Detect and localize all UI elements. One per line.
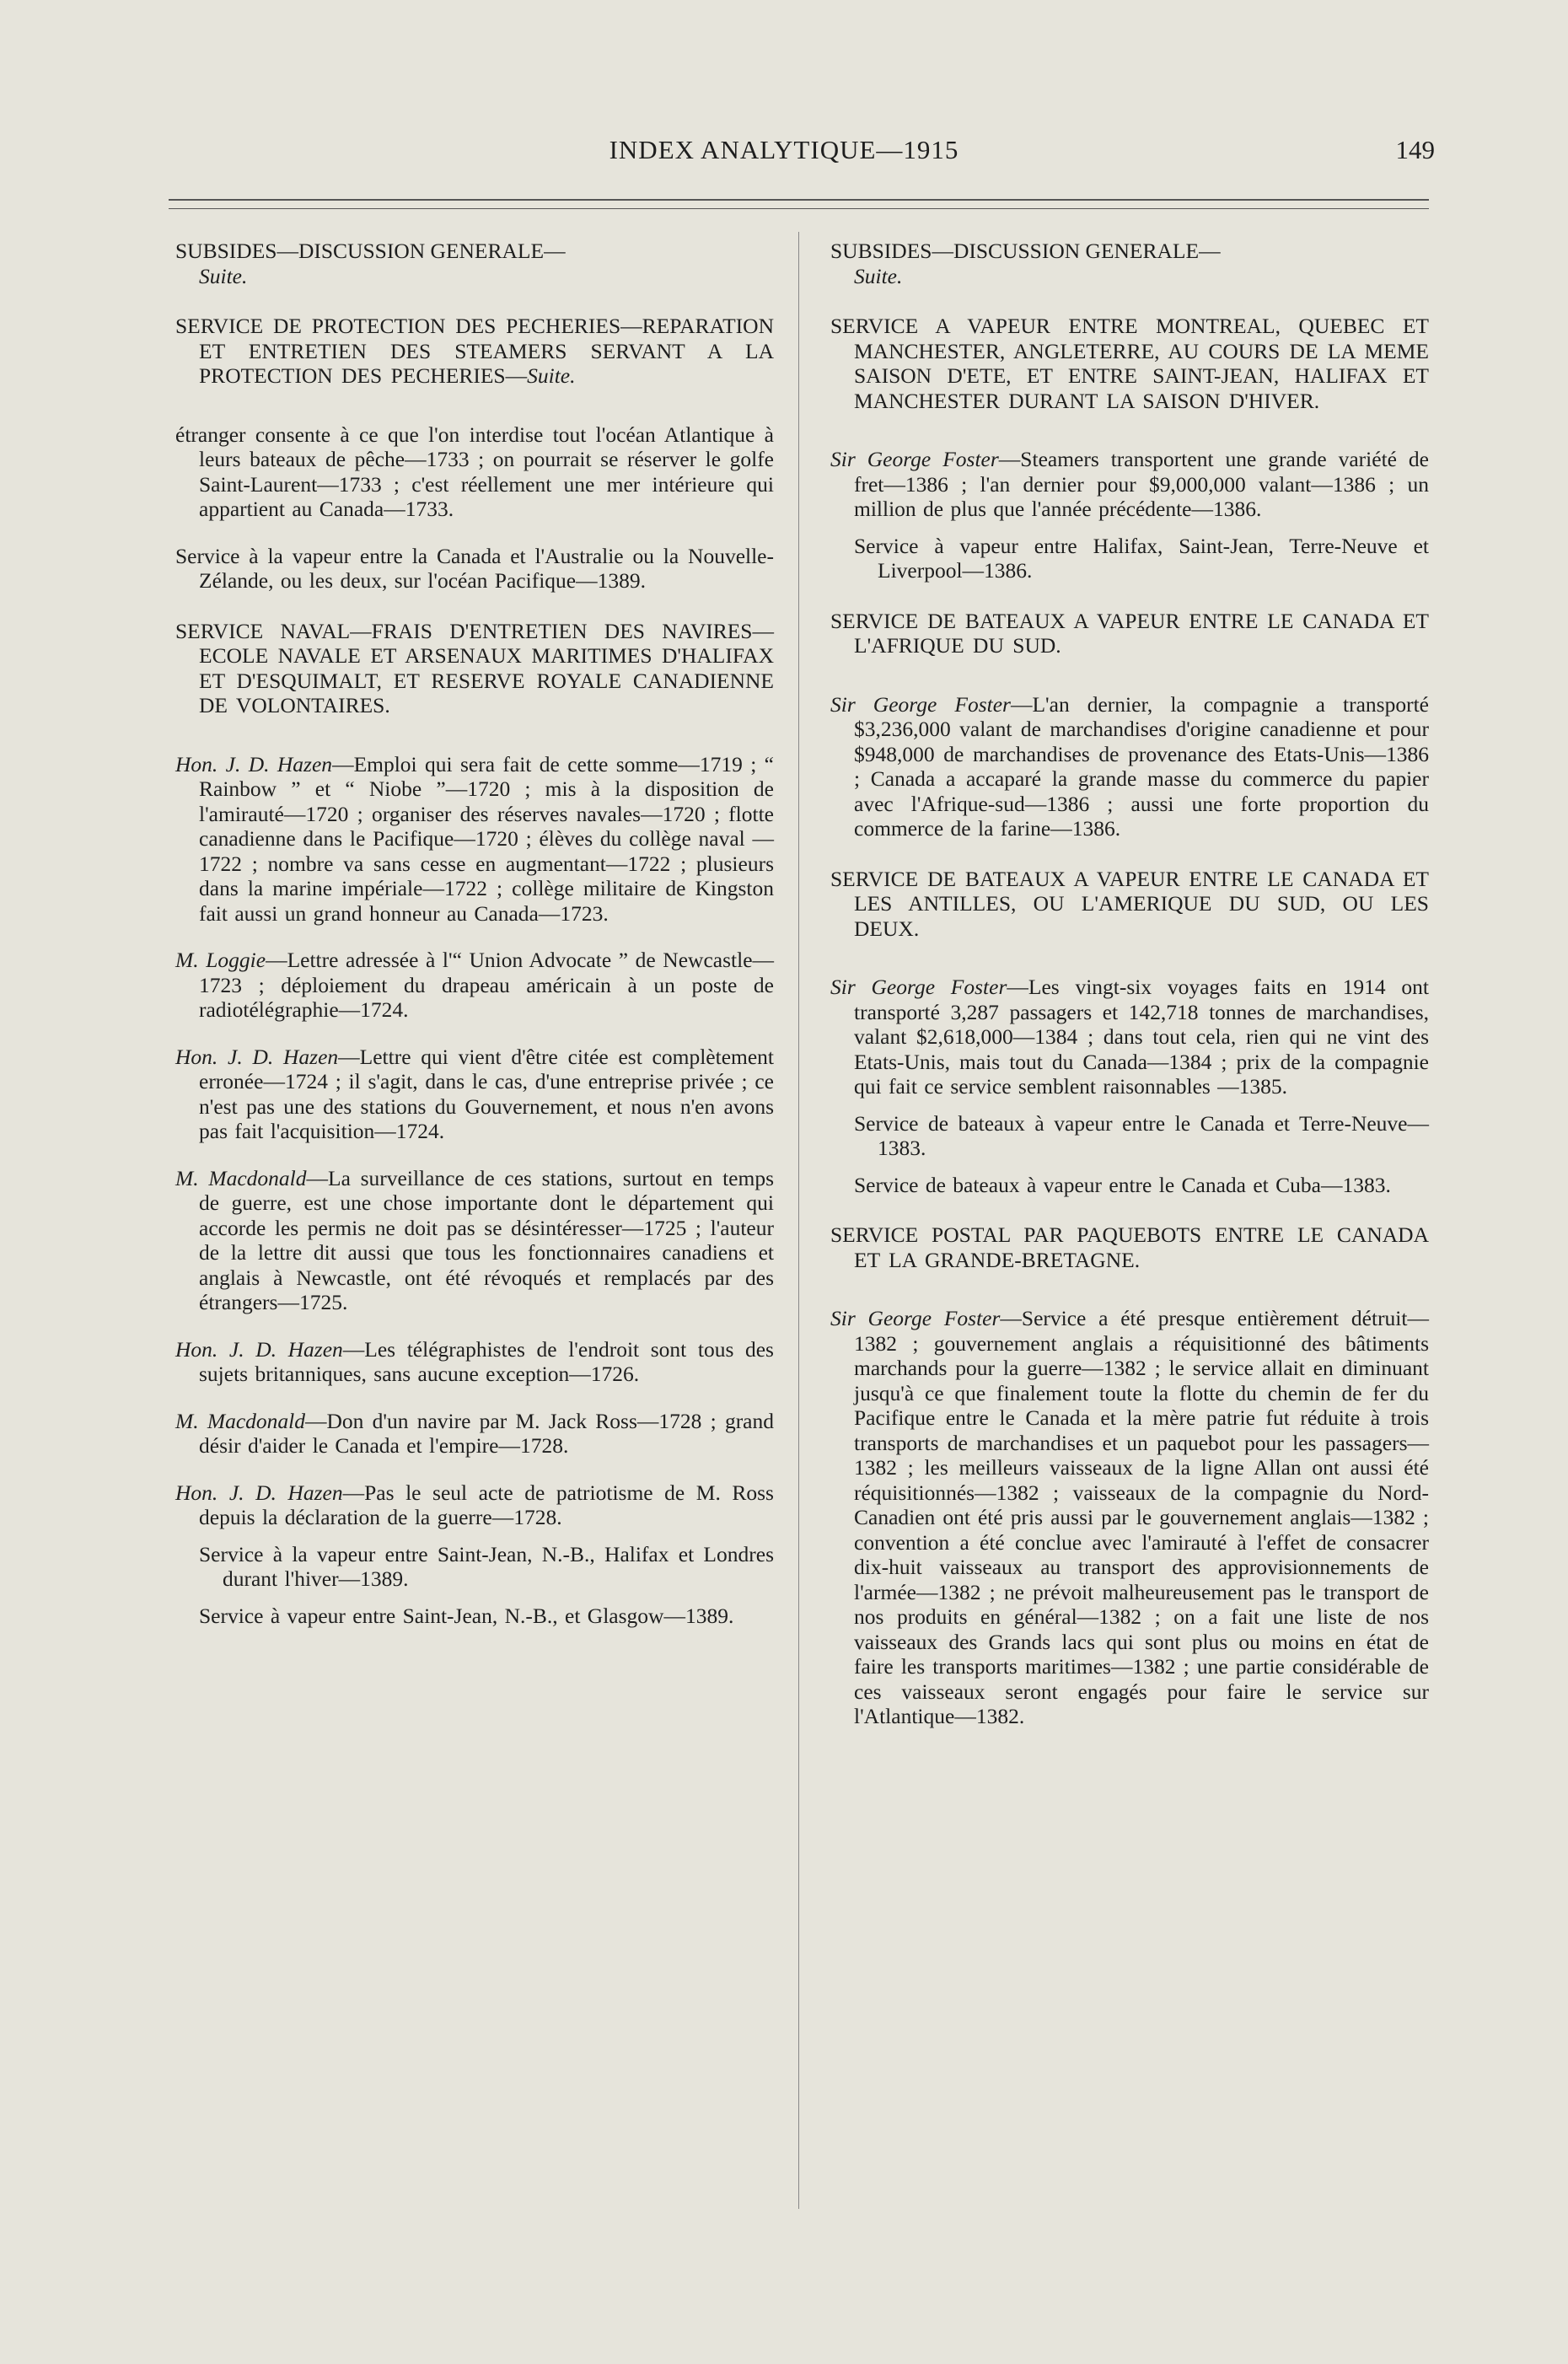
entry-text: —Emploi qui sera fait de cette somme—1719 ; “ Rainbow ” et “ Niobe ”—1720 ; mis à la disposition de l'amirauté—1720 ; organiser des réserves navales—1720 ; flotte canadienne dans le Pacifique—1720 ; élèves du collège naval —1722 ; nombre va sans cesse en augmentant—1722 ; plusieurs dans la marine impériale—1722 ; collège militaire de Kingston fait aussi un grand honneur au Canada—1723. [199,751,775,926]
entry-text: —L'an dernier, la compagnie a transporté $3,236,000 valant de marchandises d'origine canadienne et pour $948,000 de marchandises de provenance des Etats-Unis—1386 ; Canada a accaparé la grande masse du commerce du papier avec l'Afrique-sud—1386 ; aussi une forte proportion du commerce de la farine—1386. [854,691,1429,841]
entry-text: Service à vapeur entre Saint-Jean, N.-B., et Glasgow—1389. [199,1603,734,1628]
section-heading [175,314,774,389]
index-entry [175,948,774,1023]
entry-text: Service à vapeur entre Halifax, Saint-Jean, Terre-Neuve et Liverpool—1386. [854,533,1429,583]
suite-label: Suite. [854,263,903,288]
index-entry [854,534,1429,583]
entry-text: —Service a été presque entièrement détruit—1382 ; gouvernement anglais a réquisitionné des bâtiments marchands pour la guerre—1382 ; le service allait en diminuant jusqu'à ce que finalement toute la flotte du chemin de fer du Pacifique entre le Canada et la mère patrie fut réduite à trois transports de marchandises et un paquebot pour les passagers—1382 ; les meilleurs vaisseaux de la ligne Allan ont aussi été réquisitionnés—1382 ; vaisseaux de la compagnie du Nord-Canadien ont été pris aussi par le gouvernement anglais—1382 ; convention a été conclue avec l'amirauté à l'effet de consacrer dix-huit vaisseaux au transport des approvisionnements de l'armée—1382 ; ne prévoit malheureusement pas le transport de nos produits en général—1382 ; on a fait une liste de nos vaisseaux des Grands lacs qui sont plus ou moins en état de faire les transports maritimes—1382 ; une partie considérable de ces vaisseaux seront engagés pour faire le service sur l'Atlantique—1382. [854,1306,1429,1728]
speaker-name: Sir George Foster [830,975,1007,999]
index-section [175,619,774,1629]
speaker-name: Hon. J. D. Hazen [175,1044,339,1069]
index-section [830,1222,1429,1729]
continued-heading-text: SUBSIDES—DISCUSSION GENERALE— [175,239,566,263]
suite-label: Suite. [199,263,248,288]
entry-text: —Les vingt-six voyages faits en 1914 ont transporté 3,287 passagers et 142,718 tonnes de marchandises, valant $2,618,000—1384 ; dans tout cela, rien qui ne vint des Etats-Unis, mais tout du Canada—1384 ; prix de la compagnie qui fait ce service semblent raisonnables —1385. [854,975,1429,1099]
entry-text: Service à la vapeur entre la Canada et l'Australie ou la Nouvelle-Zélande, ou les deux, sur l'océan Pacifique—1389. [175,543,774,593]
entry-text: —La surveillance de ces stations, surtout en temps de guerre, est une chose importante dont le département qui accorde les permis ne doit pas se désintéresser—1725 ; l'auteur de la lettre dit aussi que tous les fonctionnaires canadiens et anglais à Newcastle, ont été révoqués et remplacés par des étrangers—1725. [199,1165,774,1314]
speaker-name: Sir George Foster [830,447,999,471]
index-section [830,867,1429,1198]
speaker-name: Hon. J. D. Hazen [175,751,333,776]
entry-text: —Don d'un navire par M. Jack Ross—1728 ; grand désir d'aider le Canada et l'empire—1728. [199,1408,775,1458]
index-entry [854,1173,1429,1198]
entry-text: Service de bateaux à vapeur entre le Canada et Cuba—1383. [854,1172,1391,1197]
index-section [830,609,1429,841]
entry-text: —Pas le seul acte de patriotisme de M. Ross depuis la déclaration de la guerre—1728. [199,1480,774,1529]
continued-heading-text: SUBSIDES—DISCUSSION GENERALE— [830,239,1221,263]
entry-text: —Steamers transportent une grande variété de fret—1386 ; l'an dernier pour $9,000,000 valant—1386 ; un million de plus que l'année précédente—1386. [854,447,1429,521]
index-entry [175,1409,774,1459]
index-entry [854,1111,1429,1161]
entry-text: —Lettre qui vient d'être citée est complètement erronée—1724 ; il s'agit, dans le cas, d'une entreprise privée ; ce n'est pas une des stations du Gouvernement, et nous n'en avons pas fait l'acquisition—1724. [199,1044,774,1143]
continued-heading [830,239,1429,288]
section-heading: SERVICE A VAPEUR ENTRE MONTREAL, QUEBEC ET MANCHESTER, ANGLETERRE, AU COURS DE LA MEME SAISON D'ETE, ET ENTRE SAINT-JEAN, HALIFAX ET MANCHESTER DURANT LA SAISON D'HIVER. [830,314,1429,413]
index-entry [830,447,1429,522]
index-entry [830,1306,1429,1729]
page-number: 149 [1395,135,1435,164]
left-column [175,239,774,1628]
entry-text: Service à la vapeur entre Saint-Jean, N.-B., Halifax et Londres durant l'hiver—1389. [199,1541,774,1591]
index-entry [175,544,774,594]
speaker-name: Sir George Foster [830,1306,1001,1330]
section-heading-text: SERVICE DE PROTECTION DES PECHERIES—REPARATION ET ENTRETIEN DES STEAMERS SERVANT A LA PROTECTION DES PECHERIES— [175,314,774,388]
index-entry [175,1045,774,1144]
speaker-name: Hon. J. D. Hazen [175,1336,343,1362]
header-rule [169,199,1429,201]
index-entry [175,752,774,927]
entry-text: Service de bateaux à vapeur entre le Canada et Terre-Neuve—1383. [854,1110,1429,1160]
running-head: INDEX ANALYTIQUE—1915 [609,135,959,164]
index-section [830,314,1429,583]
index-entry [830,975,1429,1099]
index-section [175,314,774,594]
index-entry [175,422,774,522]
index-entry [175,1166,774,1315]
right-column [830,239,1429,1729]
entry-text: —Les télégraphistes de l'endroit sont tous des sujets britanniques, sans aucune exception—1726. [199,1336,774,1386]
section-heading: SERVICE DE BATEAUX A VAPEUR ENTRE LE CANADA ET L'AFRIQUE DU SUD. [830,608,1429,658]
entry-text: —Lettre adressée à l'“ Union Advocate ” de Newcastle—1723 ; déploiement du drapeau américain à un poste de radiotélégraphie—1724. [199,948,775,1022]
entry-text: étranger consente à ce que l'on interdise tout l'océan Atlantique à leurs bateaux de pêche—1733 ; on pourrait se réserver le golfe Saint-Laurent—1733 ; c'est réellement une mer intérieure qui appartient au Canada—1733. [175,422,774,521]
speaker-name: Sir George Foster [830,691,1011,717]
index-entry [199,1542,774,1592]
section-heading: SERVICE DE BATEAUX A VAPEUR ENTRE LE CANADA ET LES ANTILLES, OU L'AMERIQUE DU SUD, OU LES DEUX. [830,866,1429,941]
speaker-name: Hon. J. D. Hazen [175,1480,343,1505]
continued-heading [175,239,774,288]
index-entry [830,692,1429,841]
speaker-name: M. Loggie [175,948,266,972]
speaker-name: M. Macdonald [175,1408,305,1433]
section-heading: SERVICE NAVAL—FRAIS D'ENTRETIEN DES NAVIRES—ECOLE NAVALE ET ARSENAUX MARITIMES D'HALIFAX ET D'ESQUIMALT, ET RESERVE ROYALE CANADIENNE DE VOLONTAIRES. [175,618,774,717]
header-rule-thin [169,208,1429,209]
section-heading: SERVICE POSTAL PAR PAQUEBOTS ENTRE LE CANADA ET LA GRANDE-BRETAGNE. [830,1222,1429,1272]
index-entry [175,1337,774,1387]
column-divider [798,232,799,2209]
index-entry [199,1604,774,1629]
section-heading-suite: Suite. [527,363,576,388]
speaker-name: M. Macdonald [175,1165,307,1190]
index-entry [175,1480,774,1530]
